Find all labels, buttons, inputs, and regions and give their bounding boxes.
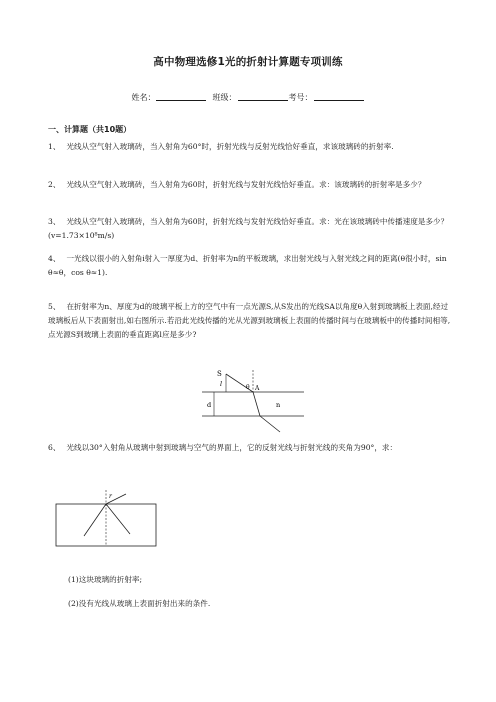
question-2 [48, 178, 452, 192]
label-s: S [217, 370, 222, 378]
name-label: 姓名： [131, 93, 156, 102]
question-text: 光线以30°入射角从玻璃中射到玻璃与空气的界面上，它的反射光线与折射光线的夹角为90°，求： [66, 443, 398, 452]
question-number: 6、 [48, 443, 61, 452]
question-1 [48, 140, 452, 154]
emergent-ray [260, 416, 280, 432]
question-text: 在折射率为n、厚度为d的玻璃平板上方的空气中有一点光源S,从S发出的光线SA以角度θ入射到玻璃板上表面,经过玻璃板后从下表面射出,如右图所示.若沿此光线传播的光从光源到玻璃板上表面的传播时间与在玻璃板中的传播时间相等,点光源S到玻璃上表面的垂直距离l应是多少? [48, 302, 451, 339]
question-number: 3、 [48, 217, 61, 226]
question-3 [48, 215, 452, 243]
figure-glass-block [50, 486, 162, 550]
sub-question-1: (1)这块玻璃的折射率; [68, 575, 143, 584]
page-title: 高中物理选修1光的折射计算题专项训练 [153, 56, 343, 68]
question-5 [48, 300, 452, 342]
exam-label: 考号： [288, 93, 313, 102]
name-blank[interactable] [156, 92, 206, 101]
question-number: 5、 [48, 302, 61, 311]
refracted-ray [253, 392, 260, 416]
figure-glass-slab [196, 362, 308, 440]
question-4 [48, 252, 452, 280]
label-n: n [276, 401, 281, 409]
class-blank[interactable] [238, 92, 288, 101]
label-d: d [207, 401, 212, 409]
label-theta: θ [246, 384, 250, 391]
question-text: 光线从空气射入玻璃砖，当入射角为60时，折射光线与发射光线恰好垂直。求：该玻璃砖的折射率是多少？ [66, 180, 426, 189]
question-text: 光线从空气射入玻璃砖，当入射角为60时，折射光线与发射光线恰好垂直。求：光在该玻璃砖中传播速度是多少？(v=1.73×10⁸m/s) [48, 217, 449, 240]
exam-blank[interactable] [314, 92, 364, 101]
question-6 [48, 441, 452, 455]
label-l: l [220, 380, 223, 388]
sub-question-2: (2)没有光线从玻璃上表面折射出来的条件. [68, 599, 211, 608]
question-text: 光线从空气射入玻璃砖，当入射角为60°时，折射光线与反射光线恰好垂直，求该玻璃砖的折射率. [66, 142, 394, 151]
label-a: A [255, 385, 260, 392]
incident-ray [84, 504, 106, 536]
question-text: 一光线以很小的入射角i射入一厚度为d、折射率为n的平板玻璃，求出射光线与入射光线之间的距离(θ很小时，sin θ≈θ，cos θ≈1). [48, 254, 447, 277]
class-label: 班级： [212, 93, 237, 102]
question-number: 2、 [48, 180, 61, 189]
reflected-ray [106, 504, 130, 534]
question-number: 4、 [48, 254, 61, 263]
label-r: r [109, 493, 112, 500]
question-number: 1、 [48, 142, 61, 151]
section-heading: 一、计算题（共10题） [48, 125, 132, 134]
student-info-line [0, 92, 496, 103]
